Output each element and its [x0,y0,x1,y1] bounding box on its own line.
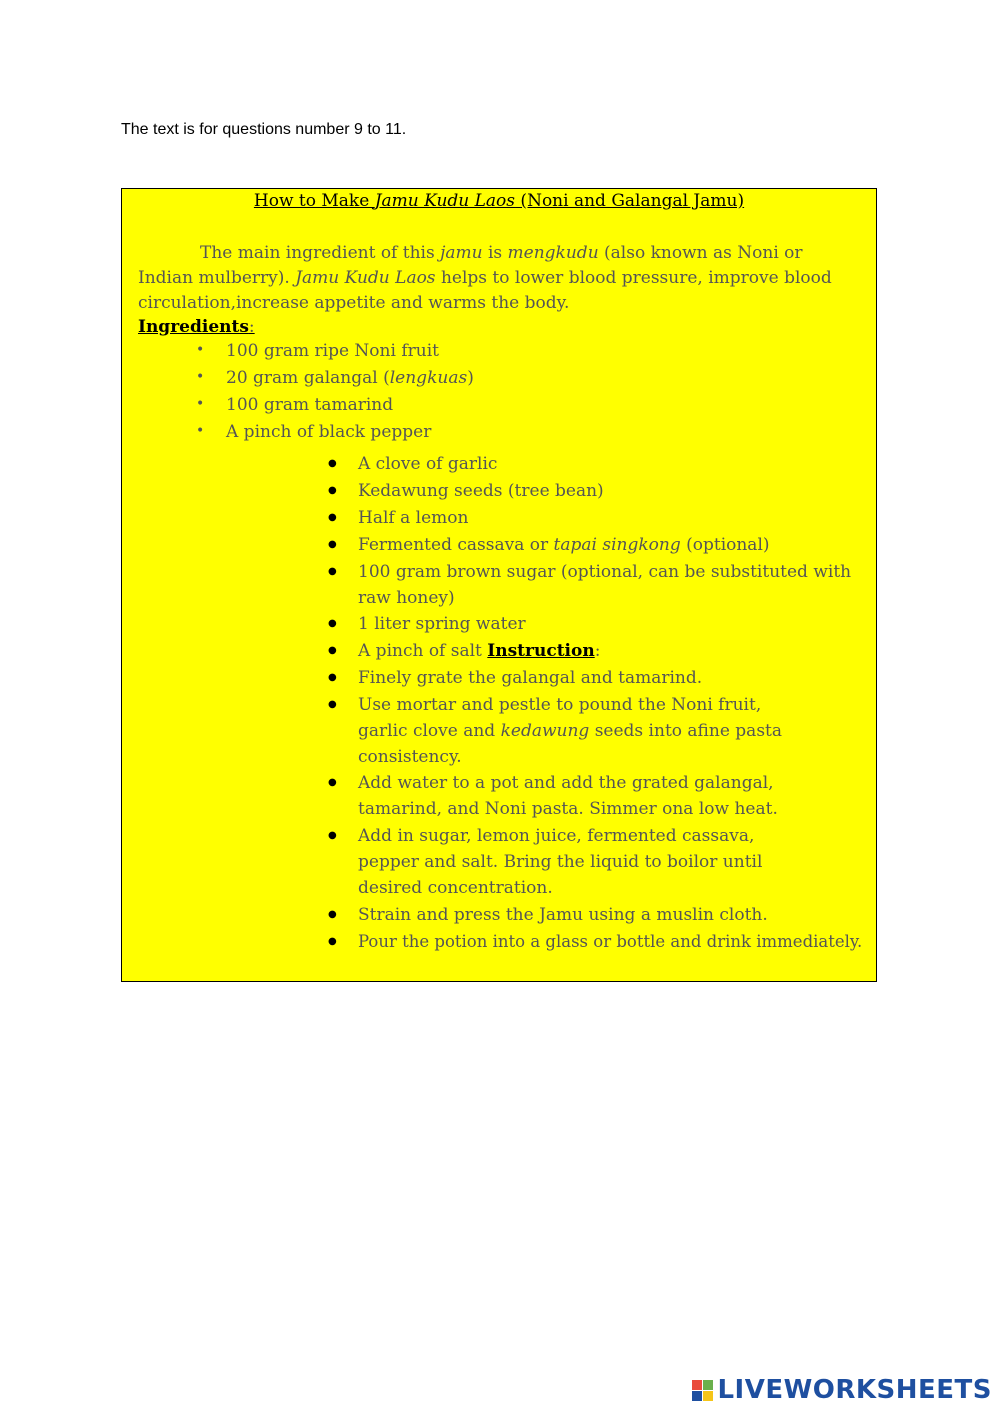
list-item: • 100 gram tamarind [226,395,393,422]
colon: : [248,317,255,337]
item-text: ) [467,368,474,388]
item-italic: lengkuas [389,368,468,388]
list-item: ● Kedawung seeds (tree bean) [358,478,868,504]
logo-square-yellow [703,1391,713,1401]
item-text: Use mortar and pestle to pound the Noni fruit, garlic clove and [358,695,762,741]
item-text: 20 gram galangal ( [226,368,390,388]
ingredients-heading-text: Ingredients [138,317,249,337]
logo-text: LIVEWORKSHEETS [717,1375,992,1405]
logo-square-red [692,1380,702,1390]
list-item: ● Strain and press the Jamu using a muslin cloth. [358,902,868,928]
intro-paragraph [138,241,838,316]
logo-square-green [703,1380,713,1390]
para-text: is [482,243,508,263]
colon: : [594,641,601,661]
title-italic: Jamu Kudu Laos [374,191,516,211]
para-italic: jamu [440,243,483,263]
intro-text: The text is for questions number 9 to 11. [121,121,407,138]
logo-mark-icon [692,1380,713,1401]
title-suffix: (Noni and Galangal Jamu) [515,191,745,211]
list-item: ● Finely grate the galangal and tamarind. [358,665,868,691]
item-italic: tapai singkong [553,535,681,555]
list-item: ● A clove of garlic [358,451,868,477]
item-text: A pinch of salt [358,641,488,661]
list-item: • A pinch of black pepper [226,422,431,449]
item-text: (optional) [680,535,770,555]
list-item: • 100 gram ripe Noni fruit [226,341,439,368]
list-item: ● Add water to a pot and add the grated galangal, tamarind, and Noni pasta. Simmer ona low heat. [358,770,798,822]
item-italic: kedawung [500,721,590,741]
list-item: ● 1 liter spring water [358,611,868,637]
title-prefix: How to Make [253,191,375,211]
list-item [358,532,868,558]
logo-square-blue [692,1391,702,1401]
list-item [358,638,868,664]
recipe-box [121,188,877,982]
item-text: seeds into afine pasta consistency. [358,721,783,767]
liveworksheets-logo [692,1375,992,1405]
list-item: ● Pour the potion into a glass or bottle and drink immediately. [358,929,868,955]
list-item [358,692,808,770]
instruction-heading: Instruction [487,641,595,661]
list-item: ● 100 gram brown sugar (optional, can be substituted with raw honey) [358,559,868,611]
ingredients-heading [138,317,255,337]
list-item [226,368,474,395]
para-text: helps to lower blood pressure, improve blood circulation,increase appetite and warms the body. [138,268,832,313]
recipe-title [122,191,876,211]
list-item: ● Half a lemon [358,505,868,531]
item-text: Fermented cassava or [358,535,554,555]
para-italic: Jamu Kudu Laos [295,268,436,288]
para-italic: mengkudu [507,243,599,263]
list-item: ● Add in sugar, lemon juice, fermented cassava, pepper and salt. Bring the liquid to boilor until desired concentration. [358,823,808,901]
para-text: (also known as Noni or Indian mulberry). [138,243,803,288]
para-text: The main ingredient of this [200,243,441,263]
